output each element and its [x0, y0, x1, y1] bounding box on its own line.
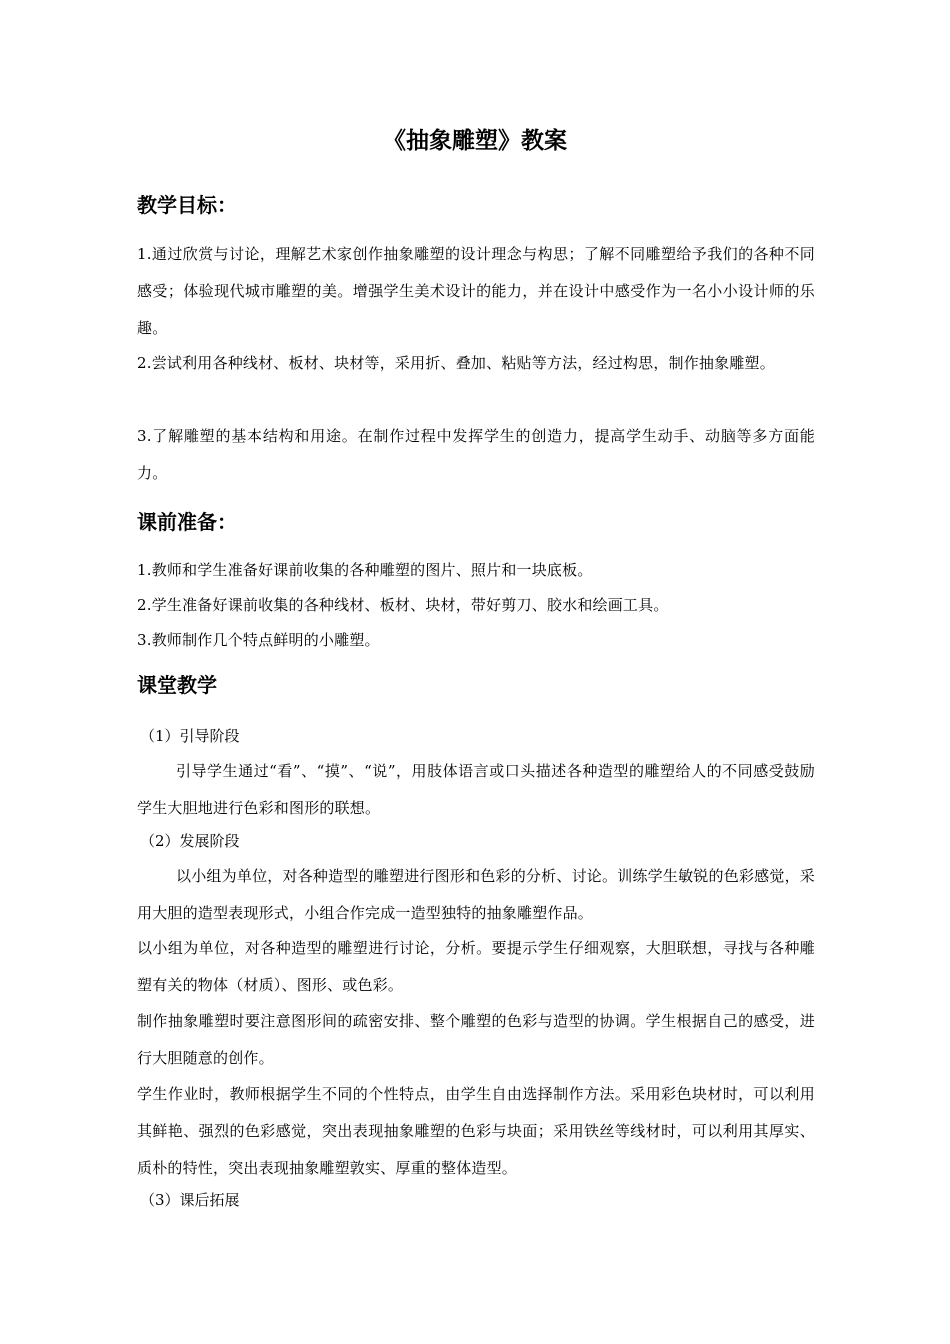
- stage2-paragraph-2: 以小组为单位，对各种造型的雕塑进行讨论，分析。要提示学生仔细观察，大胆联想，寻找与各种雕塑有关的物体（材质）、图形、或色彩。: [137, 939, 815, 994]
- stage2-paragraph-3: 制作抽象雕塑时要注意图形间的疏密安排、整个雕塑的色彩与造型的协调。学生根据自己的感受，进行大胆随意的创作。: [137, 1012, 815, 1067]
- stage1-text: 引导学生通过“看”、“摸”、“说”，用肢体语言或口头描述各种造型的雕塑给人的不同感受鼓励学生大胆地进行色彩和图形的联想。: [137, 762, 815, 817]
- stage2-label: （2）发展阶段: [140, 832, 240, 850]
- stage2-paragraph-1: 以小组为单位，对各种造型的雕塑进行图形和色彩的分析、讨论。训练学生敏锐的色彩感觉，采用大胆的造型表现形式，小组合作完成一造型独特的抽象雕塑作品。: [137, 867, 815, 922]
- document-title: 《抽象雕塑》教案: [383, 128, 567, 154]
- objective-item-2: 2.尝试利用各种线材、板材、块材等，采用折、叠加、粘贴等方法，经过构思，制作抽象雕塑。: [137, 354, 775, 372]
- objective-item-1: 1.通过欣赏与讨论，理解艺术家创作抽象雕塑的设计理念与构思；了解不同雕塑给予我们的各种不同感受；体验现代城市雕塑的美。增强学生美术设计的能力，并在设计中感受作为一名小小设计师的乐趣。: [137, 245, 815, 337]
- stage3-label: （3）课后拓展: [140, 1191, 240, 1209]
- stage2-paragraph-4: 学生作业时，教师根据学生不同的个性特点，由学生自由选择制作方法。采用彩色块材时，可以利用其鲜艳、强烈的色彩感觉，突出表现抽象雕塑的色彩与块面；采用铁丝等线材时，可以利用其厚实、质朴的特性，突出表现抽象雕塑敦实、厚重的整体造型。: [137, 1085, 815, 1177]
- teaching-heading: 课堂教学: [137, 673, 217, 697]
- objectives-heading: 教学目标：: [137, 193, 237, 217]
- preparation-item-2: 2.学生准备好课前收集的各种线材、板材、块材，带好剪刀、胶水和绘画工具。: [137, 596, 669, 614]
- preparation-item-1: 1.教师和学生准备好课前收集的各种雕塑的图片、照片和一块底板。: [137, 561, 593, 579]
- preparation-item-3: 3.教师制作几个特点鲜明的小雕塑。: [137, 631, 380, 649]
- objective-item-3: 3.了解雕塑的基本结构和用途。在制作过程中发挥学生的创造力，提高学生动手、动脑等多方面能力。: [137, 427, 815, 482]
- preparation-heading: 课前准备：: [137, 510, 237, 534]
- stage1-label: （1）引导阶段: [140, 727, 240, 745]
